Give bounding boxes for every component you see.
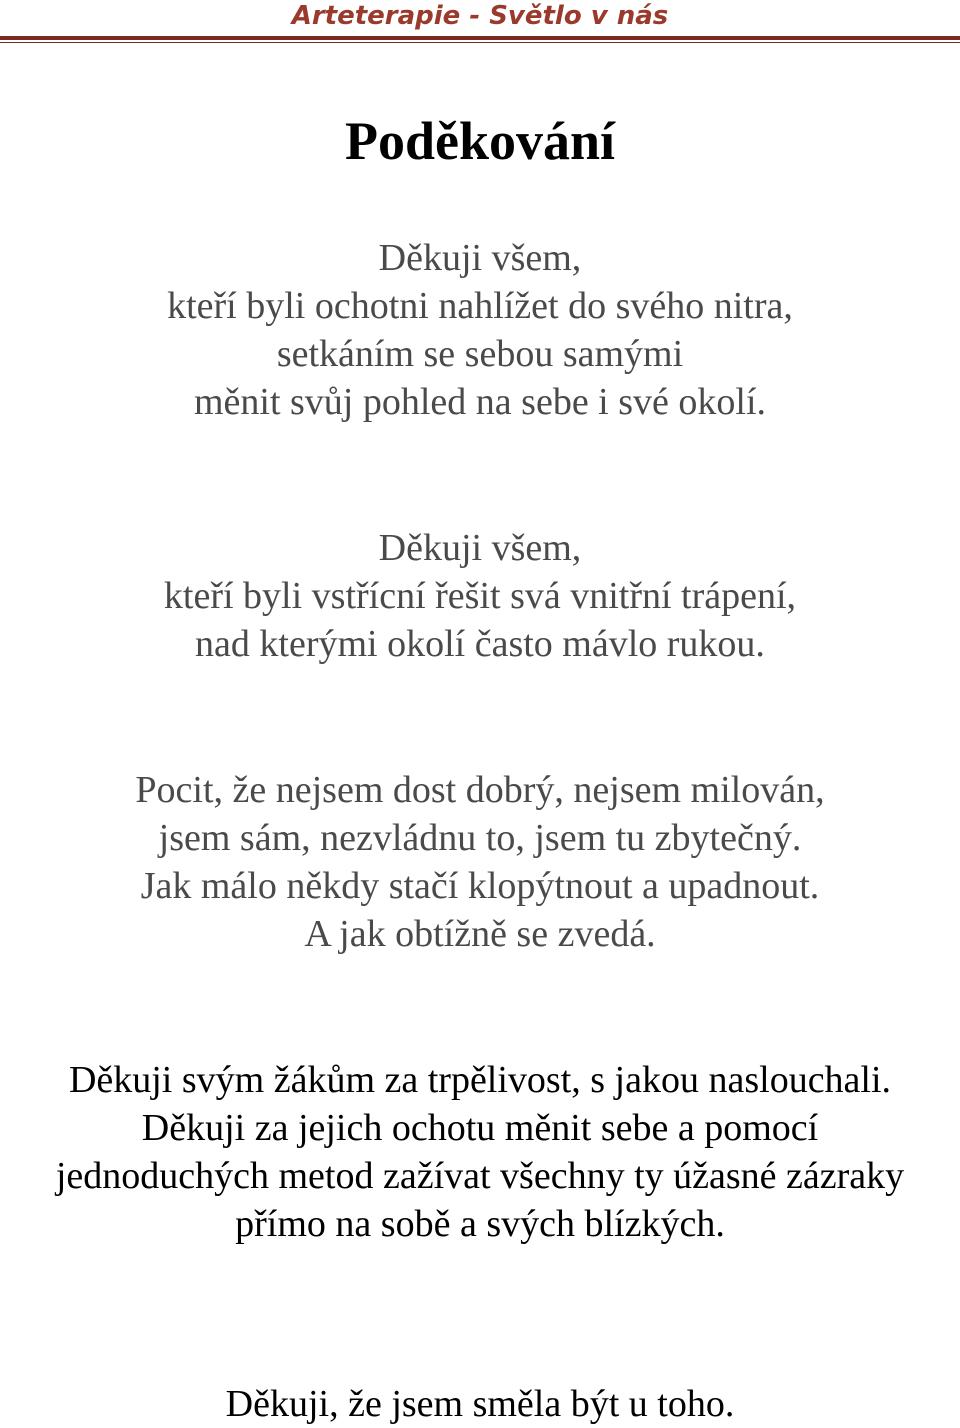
stanza-line: Pocit, že nejsem dost dobrý, nejsem milován,: [135, 769, 825, 811]
stanza-line: kteří byli vstřícní řešit svá vnitřní trápení,: [163, 575, 797, 617]
running-header: [0, 0, 960, 46]
stanza-line: nad kterými okolí často mávlo rukou.: [195, 623, 765, 665]
stanza-line: setkáním se sebou samými: [276, 333, 684, 375]
stanza-2: [0, 524, 960, 668]
stanza-line: Jak málo někdy stačí klopýtnout a upadnout.: [140, 865, 820, 907]
stanza-line: Děkuji všem,: [378, 527, 582, 569]
stanza-line: jsem sám, nezvládnu to, jsem tu zbytečný.: [158, 817, 802, 859]
stanza-line: přímo na sobě a svých blízkých.: [235, 1203, 725, 1245]
stanza-1: [0, 234, 960, 426]
stanza-line: Děkuji za jejich ochotu měnit sebe a pomocí: [141, 1107, 819, 1149]
stanza-line: kteří byli ochotni nahlížet do svého nitra,: [167, 285, 793, 327]
stanza-line: A jak obtížně se zvedá.: [304, 913, 656, 955]
stanza-3: [0, 766, 960, 958]
page-title: Poděkování: [344, 111, 616, 172]
running-header-title: Arteterapie - Světlo v nás: [291, 1, 669, 31]
closing-line: Děkuji, že jsem směla být u toho.: [225, 1383, 735, 1425]
header-divider-thick: [0, 36, 960, 40]
header-divider-thin: [0, 42, 960, 43]
stanza-line: měnit svůj pohled na sebe i své okolí.: [193, 381, 767, 423]
stanza-line: jednoduchých metod zažívat všechny ty úžasné zázraky: [55, 1155, 905, 1197]
stanza-line: Děkuji svým žákům za trpělivost, s jakou naslouchali.: [68, 1059, 892, 1101]
stanza-line: Děkuji všem,: [378, 237, 582, 279]
stanza-4: [0, 1056, 960, 1248]
